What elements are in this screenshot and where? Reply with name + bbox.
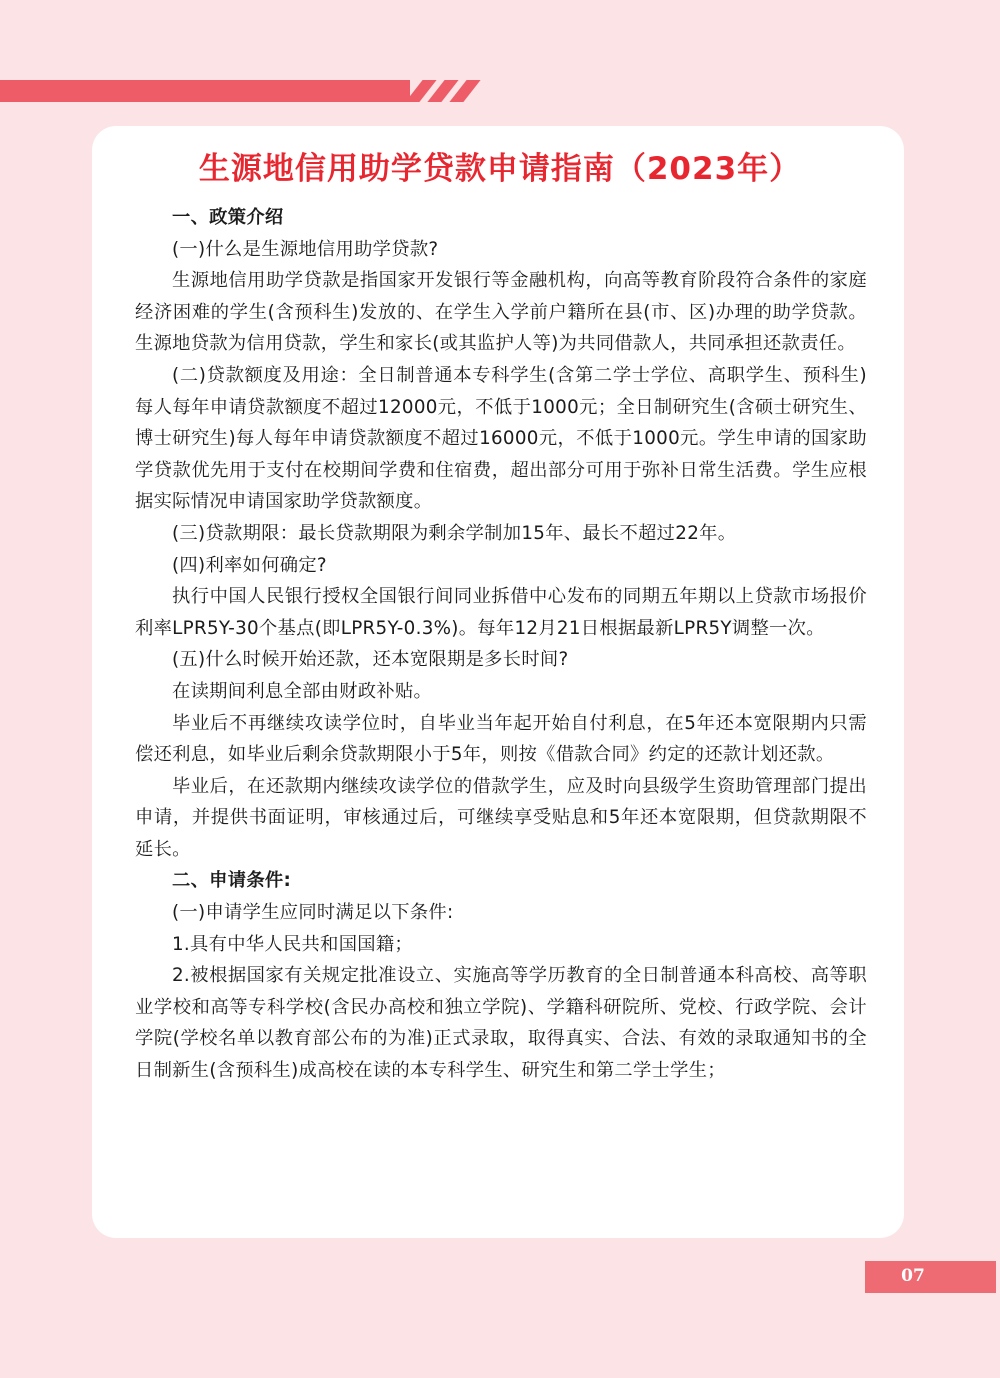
- paragraph: (一)什么是生源地信用助学贷款?: [172, 238, 439, 260]
- section-heading: 一、政策介绍: [172, 207, 284, 228]
- paragraph: 毕业后不再继续攻读学位时，自毕业当年起开始自付利息，在5年还本宽限期内只需偿还利息，如毕业后剩余贷款期限小于5年，则按《借款合同》约定的还款计划还款。: [135, 712, 867, 766]
- section-heading: 二、申请条件:: [172, 870, 292, 892]
- paragraph: (四)利率如何确定?: [172, 554, 327, 576]
- paragraph: (三)贷款期限：最长贷款期限为剩余学制加15年、最长不超过22年。: [172, 522, 737, 544]
- paragraph: 执行中国人民银行授权全国银行间同业拆借中心发布的同期五年期以上贷款市场报价利率LPR5Y-30个基点(即LPR5Y-0.3%)。每年12月21日根据最新LPR5Y调整一次。: [135, 586, 867, 639]
- paragraph: (一)申请学生应同时满足以下条件:: [172, 902, 454, 924]
- page-title: 生源地信用助学贷款申请指南（2023年）: [198, 151, 802, 187]
- header-decor-band: [0, 80, 410, 102]
- paragraph: 生源地信用助学贷款是指国家开发银行等金融机构，向高等教育阶段符合条件的家庭经济困难的学生(含预科生)发放的、在学生入学前户籍所在县(市、区)办理的助学贷款。生源地贷款为信用贷款，学生和家长(或其监护人等)为共同借款人，共同承担还款责任。: [135, 270, 867, 355]
- paragraph: (五)什么时候开始还款，还本宽限期是多长时间?: [172, 649, 569, 671]
- paragraph: 2.被根据国家有关规定批准设立、实施高等学历教育的全日制普通本科高校、高等职业学校和高等专科学校(含民办高校和独立学院)、学籍科研院所、党校、行政学院、会计学院(学校名单以教育部公布的为准)正式录取，取得真实、合法、有效的录取通知书的全日制新生(含预科生)成高校在读的本专科学生、研究生和第二学士学生；: [135, 965, 867, 1082]
- paragraph: (二)贷款额度及用途：全日制普通本专科学生(含第二学士学位、高职学生、预科生)每人每年申请贷款额度不超过12000元，不低于1000元；全日制研究生(含硕士研究生、博士研究生)每人每年申请贷款额度不超过16000元，不低于1000元。学生申请的国家助学贷款优先用于支付在校期间学费和住宿费，超出部分可用于弥补日常生活费。学生应根据实际情况申请国家助学贷款额度。: [135, 364, 867, 513]
- paragraph: 毕业后，在还款期内继续攻读学位的借款学生，应及时向县级学生资助管理部门提出申请，并提供书面证明，审核通过后，可继续享受贴息和5年还本宽限期，但贷款期限不延长。: [135, 775, 867, 860]
- paragraph: 1.具有中华人民共和国国籍；: [172, 933, 414, 955]
- page-number: 07: [901, 1266, 925, 1286]
- document-body: [135, 202, 867, 1087]
- paragraph: 在读期间利息全部由财政补贴。: [172, 680, 433, 702]
